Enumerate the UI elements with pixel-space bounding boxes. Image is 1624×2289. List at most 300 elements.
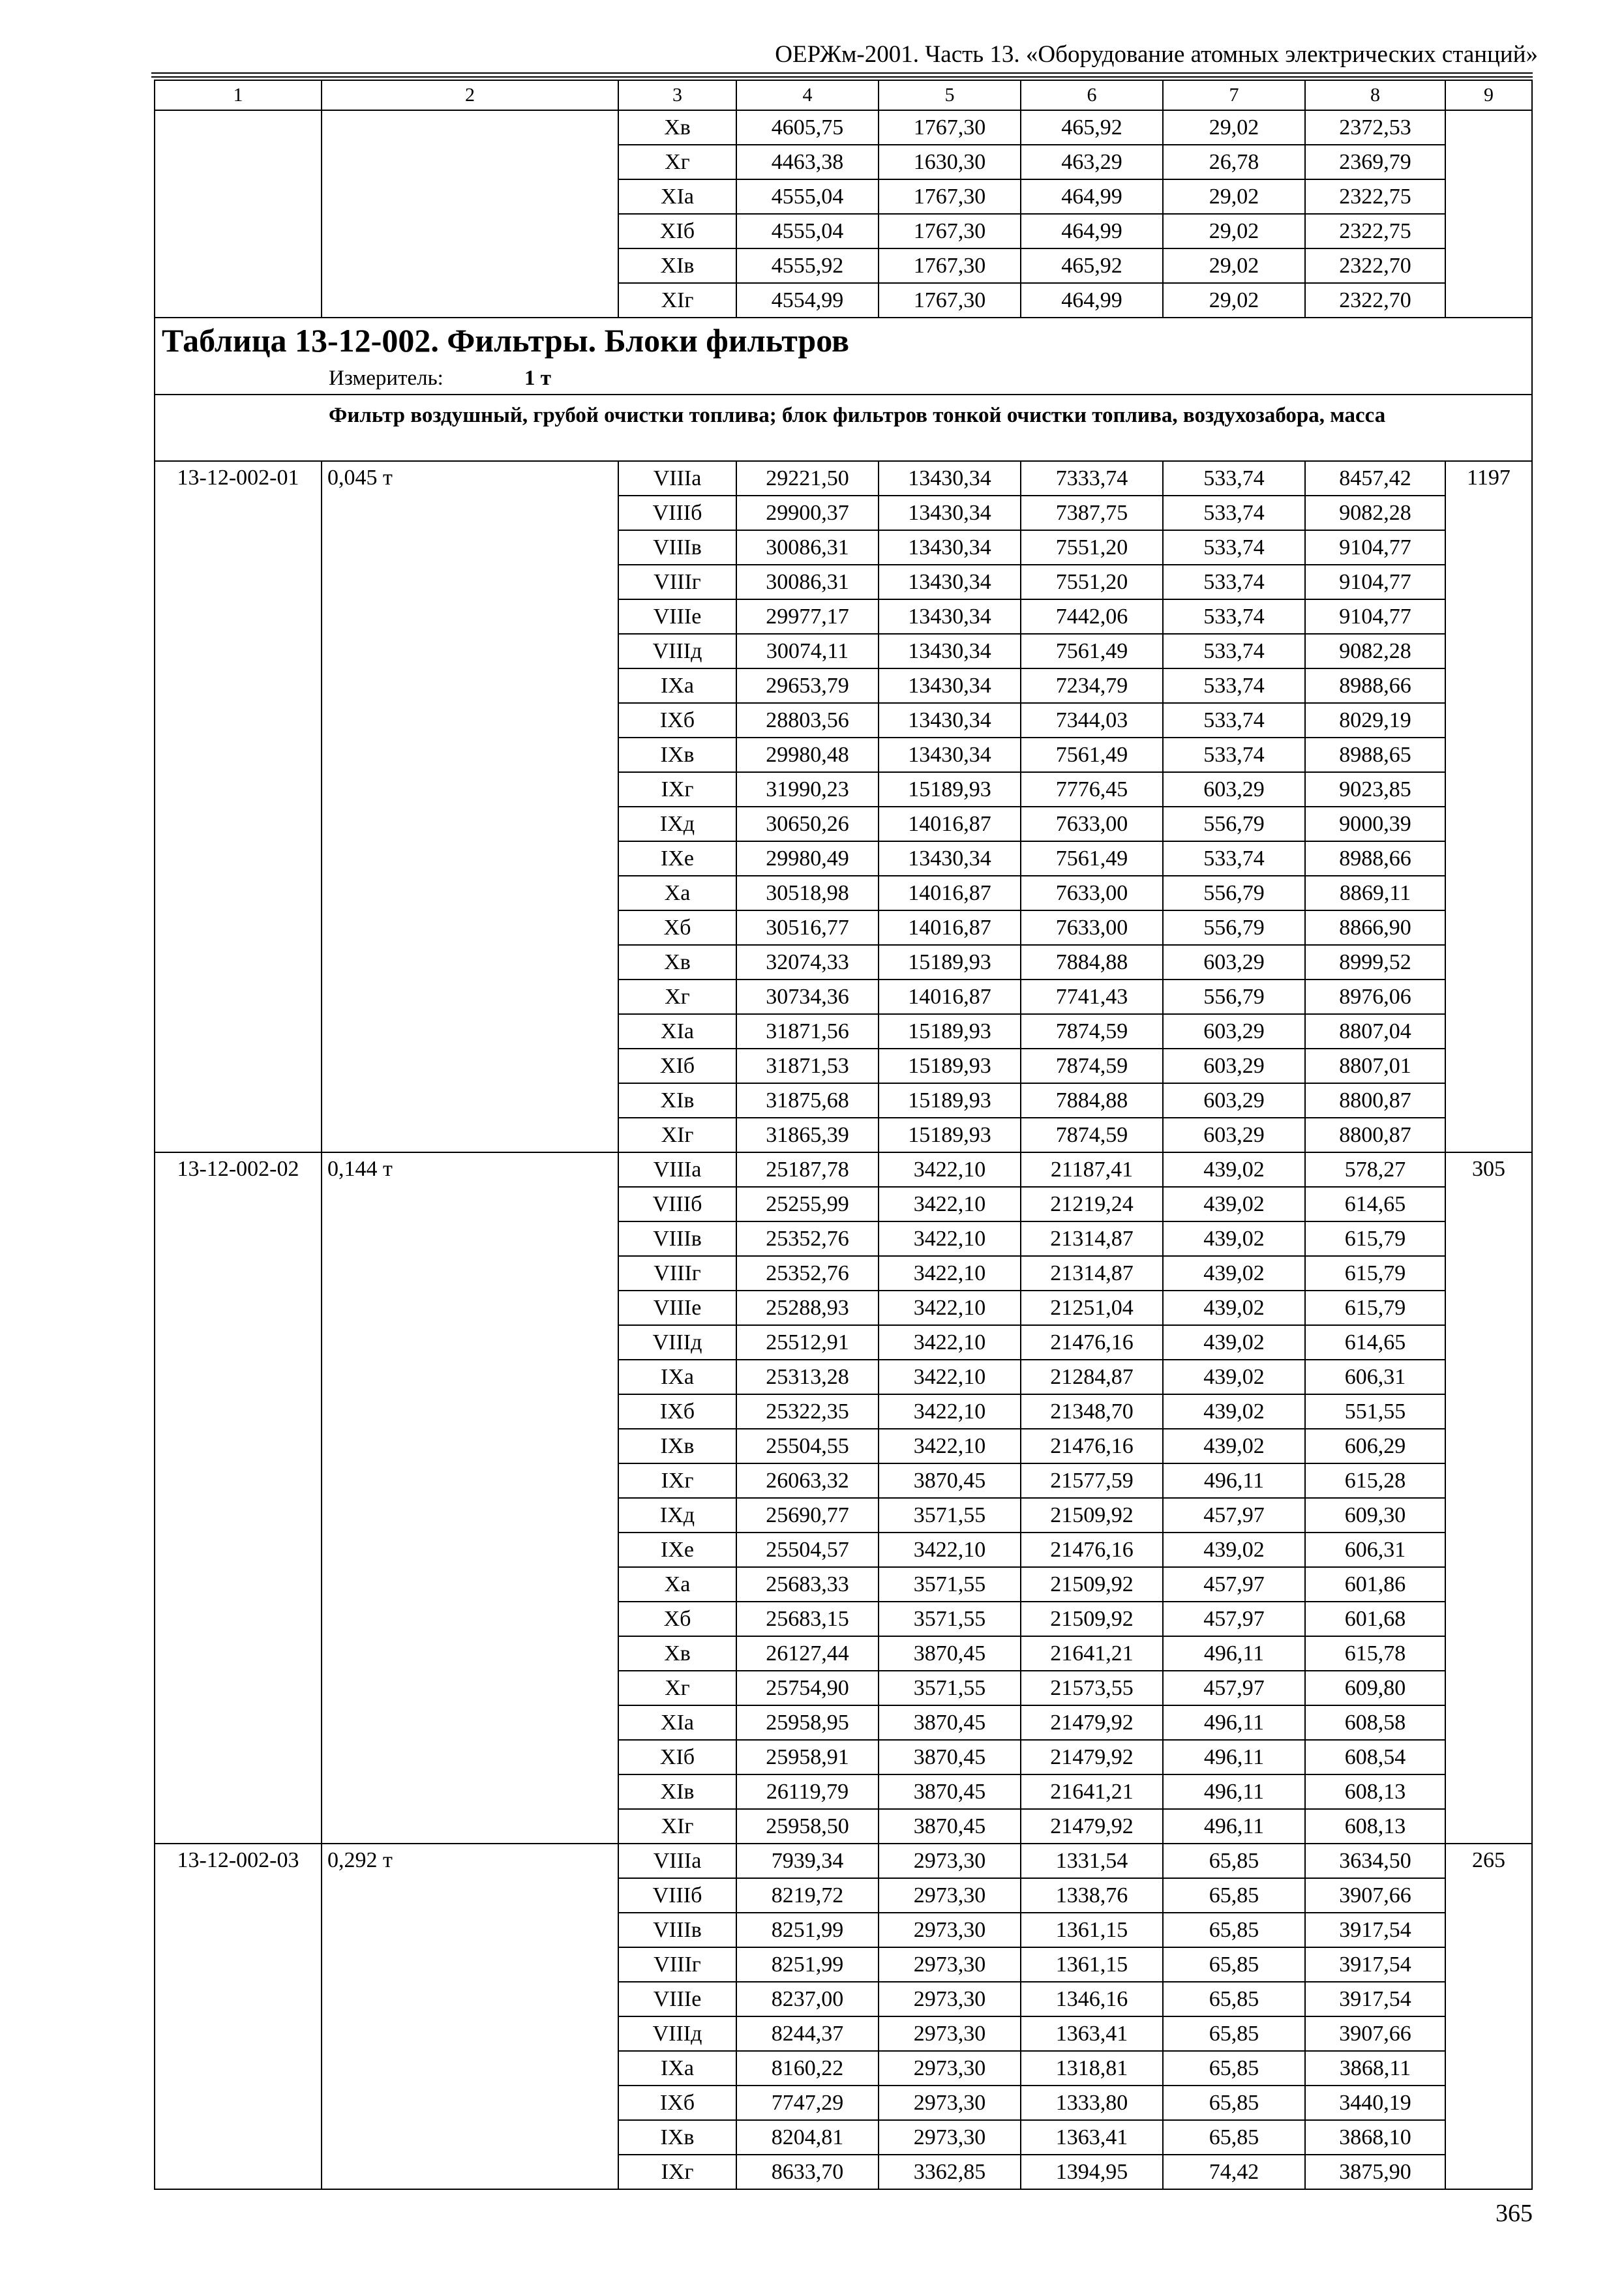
zone-cell: VIIIб xyxy=(618,496,736,530)
labor-cost-cell: 13430,34 xyxy=(879,841,1021,876)
labor-cost-cell: 3870,45 xyxy=(879,1740,1021,1774)
direct-cost-cell: 29980,49 xyxy=(736,841,879,876)
direct-cost-cell: 25255,99 xyxy=(736,1187,879,1221)
materials-cost-cell: 8988,66 xyxy=(1305,841,1445,876)
direct-cost-cell: 25504,57 xyxy=(736,1533,879,1567)
operator-wage-cell: 74,42 xyxy=(1163,2155,1305,2189)
materials-cost-cell: 615,79 xyxy=(1305,1221,1445,1256)
zone-cell: VIIIд xyxy=(618,2016,736,2051)
machine-cost-cell: 7551,20 xyxy=(1021,530,1163,565)
labor-cost-cell: 1767,30 xyxy=(879,214,1021,248)
mass-cell: 0,045 т xyxy=(322,461,618,1152)
operator-wage-cell: 65,85 xyxy=(1163,1844,1305,1878)
operator-wage-cell: 439,02 xyxy=(1163,1533,1305,1567)
price-cell: 265 xyxy=(1445,1844,1532,2189)
labor-cost-cell: 1767,30 xyxy=(879,248,1021,283)
labor-cost-cell: 3870,45 xyxy=(879,1774,1021,1809)
direct-cost-cell: 8251,99 xyxy=(736,1913,879,1947)
price-cell-continued xyxy=(1445,110,1532,318)
direct-cost-cell: 25352,76 xyxy=(736,1221,879,1256)
zone-cell: Хв xyxy=(618,110,736,145)
labor-cost-cell: 3422,10 xyxy=(879,1256,1021,1291)
labor-cost-cell: 1767,30 xyxy=(879,179,1021,214)
labor-cost-cell: 2973,30 xyxy=(879,1982,1021,2016)
zone-cell: XIв xyxy=(618,1774,736,1809)
direct-cost-cell: 7747,29 xyxy=(736,2086,879,2120)
operator-wage-cell: 556,79 xyxy=(1163,910,1305,945)
materials-cost-cell: 3440,19 xyxy=(1305,2086,1445,2120)
materials-cost-cell: 8800,87 xyxy=(1305,1083,1445,1118)
column-number-cell: 7 xyxy=(1163,80,1305,110)
zone-cell: IXб xyxy=(618,703,736,738)
direct-cost-cell: 8237,00 xyxy=(736,1982,879,2016)
zone-cell: IXд xyxy=(618,1498,736,1533)
labor-cost-cell: 13430,34 xyxy=(879,738,1021,772)
labor-cost-cell: 1630,30 xyxy=(879,145,1021,179)
zone-cell: IXв xyxy=(618,1429,736,1463)
materials-cost-cell: 608,58 xyxy=(1305,1705,1445,1740)
machine-cost-cell: 7387,75 xyxy=(1021,496,1163,530)
zone-cell: VIIIе xyxy=(618,1982,736,2016)
operator-wage-cell: 496,11 xyxy=(1163,1463,1305,1498)
operator-wage-cell: 29,02 xyxy=(1163,283,1305,318)
description-cell xyxy=(155,395,1532,461)
labor-cost-cell: 1767,30 xyxy=(879,283,1021,318)
zone-cell: Хв xyxy=(618,945,736,980)
machine-cost-cell: 7884,88 xyxy=(1021,1083,1163,1118)
materials-cost-cell: 578,27 xyxy=(1305,1152,1445,1187)
materials-cost-cell: 608,54 xyxy=(1305,1740,1445,1774)
direct-cost-cell: 4554,99 xyxy=(736,283,879,318)
direct-cost-cell: 25313,28 xyxy=(736,1360,879,1394)
labor-cost-cell: 2973,30 xyxy=(879,1844,1021,1878)
zone-cell: XIб xyxy=(618,214,736,248)
materials-cost-cell: 609,30 xyxy=(1305,1498,1445,1533)
zone-cell: IXб xyxy=(618,2086,736,2120)
machine-cost-cell: 1346,16 xyxy=(1021,1982,1163,2016)
operator-wage-cell: 603,29 xyxy=(1163,772,1305,807)
materials-cost-cell: 9104,77 xyxy=(1305,565,1445,599)
zone-cell: VIIIб xyxy=(618,1187,736,1221)
machine-cost-cell: 7442,06 xyxy=(1021,599,1163,634)
labor-cost-cell: 13430,34 xyxy=(879,530,1021,565)
labor-cost-cell: 14016,87 xyxy=(879,910,1021,945)
labor-cost-cell: 3870,45 xyxy=(879,1705,1021,1740)
labor-cost-cell: 14016,87 xyxy=(879,876,1021,910)
direct-cost-cell: 25512,91 xyxy=(736,1325,879,1360)
operator-wage-cell: 496,11 xyxy=(1163,1705,1305,1740)
direct-cost-cell: 25187,78 xyxy=(736,1152,879,1187)
direct-cost-cell: 25958,91 xyxy=(736,1740,879,1774)
direct-cost-cell: 26063,32 xyxy=(736,1463,879,1498)
zone-cell: VIIIв xyxy=(618,530,736,565)
zone-cell: IXг xyxy=(618,1463,736,1498)
materials-cost-cell: 615,79 xyxy=(1305,1291,1445,1325)
table-row xyxy=(155,1152,1532,1187)
column-number-cell: 1 xyxy=(155,80,322,110)
zone-cell: Ха xyxy=(618,876,736,910)
zone-cell: VIIIд xyxy=(618,634,736,668)
page-number: 365 xyxy=(1496,2200,1533,2227)
direct-cost-cell: 25322,35 xyxy=(736,1394,879,1429)
zone-cell: VIIIб xyxy=(618,1878,736,1913)
header-rule-bottom xyxy=(151,76,1533,78)
table-row xyxy=(155,1844,1532,1878)
operator-wage-cell: 439,02 xyxy=(1163,1187,1305,1221)
operator-wage-cell: 496,11 xyxy=(1163,1636,1305,1671)
column-number-cell: 4 xyxy=(736,80,879,110)
zone-cell: Ха xyxy=(618,1567,736,1602)
labor-cost-cell: 13430,34 xyxy=(879,634,1021,668)
labor-cost-cell: 3362,85 xyxy=(879,2155,1021,2189)
mass-cell: 0,292 т xyxy=(322,1844,618,2189)
zone-cell: XIг xyxy=(618,1809,736,1844)
materials-cost-cell: 2369,79 xyxy=(1305,145,1445,179)
labor-cost-cell: 3870,45 xyxy=(879,1636,1021,1671)
column-number-cell: 3 xyxy=(618,80,736,110)
materials-cost-cell: 8976,06 xyxy=(1305,980,1445,1014)
labor-cost-cell: 2973,30 xyxy=(879,1947,1021,1982)
zone-cell: XIв xyxy=(618,248,736,283)
operator-wage-cell: 65,85 xyxy=(1163,2120,1305,2155)
materials-cost-cell: 606,29 xyxy=(1305,1429,1445,1463)
direct-cost-cell: 25683,15 xyxy=(736,1602,879,1636)
zone-cell: IXе xyxy=(618,1533,736,1567)
direct-cost-cell: 4555,04 xyxy=(736,179,879,214)
materials-cost-cell: 615,78 xyxy=(1305,1636,1445,1671)
machine-cost-cell: 21348,70 xyxy=(1021,1394,1163,1429)
machine-cost-cell: 21479,92 xyxy=(1021,1705,1163,1740)
machine-cost-cell: 21219,24 xyxy=(1021,1187,1163,1221)
labor-cost-cell: 3870,45 xyxy=(879,1463,1021,1498)
unit-value: 1 т xyxy=(524,367,551,390)
operator-wage-cell: 533,74 xyxy=(1163,496,1305,530)
labor-cost-cell: 3571,55 xyxy=(879,1567,1021,1602)
zone-cell: VIIIа xyxy=(618,461,736,496)
operator-wage-cell: 533,74 xyxy=(1163,703,1305,738)
labor-cost-cell: 3422,10 xyxy=(879,1152,1021,1187)
operator-wage-cell: 533,74 xyxy=(1163,530,1305,565)
machine-cost-cell: 21479,92 xyxy=(1021,1740,1163,1774)
zone-cell: IXг xyxy=(618,772,736,807)
materials-cost-cell: 9023,85 xyxy=(1305,772,1445,807)
labor-cost-cell: 3571,55 xyxy=(879,1498,1021,1533)
materials-cost-cell: 614,65 xyxy=(1305,1325,1445,1360)
direct-cost-cell: 30518,98 xyxy=(736,876,879,910)
materials-cost-cell: 2322,70 xyxy=(1305,283,1445,318)
zone-cell: Хг xyxy=(618,145,736,179)
zone-cell: Хг xyxy=(618,980,736,1014)
running-header-title: ОЕРЖм-2001. Часть 13. «Оборудование атомных электрических станций» xyxy=(775,41,1538,68)
machine-cost-cell: 21187,41 xyxy=(1021,1152,1163,1187)
code-cell: 13-12-002-01 xyxy=(155,461,322,1152)
machine-cost-cell: 21577,59 xyxy=(1021,1463,1163,1498)
zone-cell: VIIIе xyxy=(618,599,736,634)
operator-wage-cell: 603,29 xyxy=(1163,1049,1305,1083)
direct-cost-cell: 31990,23 xyxy=(736,772,879,807)
direct-cost-cell: 31871,53 xyxy=(736,1049,879,1083)
direct-cost-cell: 25958,50 xyxy=(736,1809,879,1844)
zone-cell: XIв xyxy=(618,1083,736,1118)
operator-wage-cell: 439,02 xyxy=(1163,1152,1305,1187)
zone-cell: VIIIе xyxy=(618,1291,736,1325)
labor-cost-cell: 13430,34 xyxy=(879,496,1021,530)
labor-cost-cell: 2973,30 xyxy=(879,2086,1021,2120)
direct-cost-cell: 25958,95 xyxy=(736,1705,879,1740)
labor-cost-cell: 13430,34 xyxy=(879,703,1021,738)
labor-cost-cell: 1767,30 xyxy=(879,110,1021,145)
direct-cost-cell: 8204,81 xyxy=(736,2120,879,2155)
operator-wage-cell: 603,29 xyxy=(1163,1014,1305,1049)
materials-cost-cell: 8457,42 xyxy=(1305,461,1445,496)
zone-cell: IXа xyxy=(618,2051,736,2086)
zone-cell: XIа xyxy=(618,1014,736,1049)
materials-cost-cell: 3868,11 xyxy=(1305,2051,1445,2086)
machine-cost-cell: 7874,59 xyxy=(1021,1014,1163,1049)
machine-cost-cell: 7874,59 xyxy=(1021,1049,1163,1083)
operator-wage-cell: 65,85 xyxy=(1163,2051,1305,2086)
direct-cost-cell: 29980,48 xyxy=(736,738,879,772)
machine-cost-cell: 7884,88 xyxy=(1021,945,1163,980)
operator-wage-cell: 533,74 xyxy=(1163,599,1305,634)
mass-cell-continued xyxy=(322,110,618,318)
column-number-cell: 2 xyxy=(322,80,618,110)
zone-cell: XIа xyxy=(618,1705,736,1740)
machine-cost-cell: 21476,16 xyxy=(1021,1325,1163,1360)
labor-cost-cell: 15189,93 xyxy=(879,772,1021,807)
operator-wage-cell: 457,97 xyxy=(1163,1671,1305,1705)
zone-cell: IXе xyxy=(618,841,736,876)
operator-wage-cell: 533,74 xyxy=(1163,565,1305,599)
zone-cell: VIIIв xyxy=(618,1221,736,1256)
materials-cost-cell: 606,31 xyxy=(1305,1360,1445,1394)
machine-cost-cell: 21573,55 xyxy=(1021,1671,1163,1705)
direct-cost-cell: 30086,31 xyxy=(736,565,879,599)
operator-wage-cell: 533,74 xyxy=(1163,634,1305,668)
materials-cost-cell: 615,79 xyxy=(1305,1256,1445,1291)
table-title-row xyxy=(155,318,1532,363)
labor-cost-cell: 13430,34 xyxy=(879,461,1021,496)
machine-cost-cell: 21641,21 xyxy=(1021,1774,1163,1809)
direct-cost-cell: 4555,92 xyxy=(736,248,879,283)
labor-cost-cell: 3422,10 xyxy=(879,1187,1021,1221)
price-table-body xyxy=(155,80,1532,2189)
machine-cost-cell: 464,99 xyxy=(1021,214,1163,248)
operator-wage-cell: 26,78 xyxy=(1163,145,1305,179)
labor-cost-cell: 3571,55 xyxy=(879,1602,1021,1636)
operator-wage-cell: 65,85 xyxy=(1163,1982,1305,2016)
machine-cost-cell: 1333,80 xyxy=(1021,2086,1163,2120)
materials-cost-cell: 3917,54 xyxy=(1305,1982,1445,2016)
labor-cost-cell: 15189,93 xyxy=(879,1014,1021,1049)
machine-cost-cell: 7561,49 xyxy=(1021,738,1163,772)
operator-wage-cell: 603,29 xyxy=(1163,1118,1305,1152)
machine-cost-cell: 7633,00 xyxy=(1021,807,1163,841)
labor-cost-cell: 3422,10 xyxy=(879,1360,1021,1394)
direct-cost-cell: 25690,77 xyxy=(736,1498,879,1533)
operator-wage-cell: 439,02 xyxy=(1163,1221,1305,1256)
direct-cost-cell: 7939,34 xyxy=(736,1844,879,1878)
labor-cost-cell: 3422,10 xyxy=(879,1325,1021,1360)
materials-cost-cell: 9082,28 xyxy=(1305,496,1445,530)
direct-cost-cell: 25504,55 xyxy=(736,1429,879,1463)
operator-wage-cell: 556,79 xyxy=(1163,980,1305,1014)
zone-cell: XIа xyxy=(618,179,736,214)
zone-cell: Хб xyxy=(618,1602,736,1636)
operator-wage-cell: 533,74 xyxy=(1163,841,1305,876)
operator-wage-cell: 439,02 xyxy=(1163,1394,1305,1429)
materials-cost-cell: 3907,66 xyxy=(1305,2016,1445,2051)
zone-cell: IXд xyxy=(618,807,736,841)
direct-cost-cell: 8219,72 xyxy=(736,1878,879,1913)
machine-cost-cell: 7561,49 xyxy=(1021,634,1163,668)
machine-cost-cell: 7633,00 xyxy=(1021,910,1163,945)
labor-cost-cell: 15189,93 xyxy=(879,945,1021,980)
materials-cost-cell: 3868,10 xyxy=(1305,2120,1445,2155)
operator-wage-cell: 533,74 xyxy=(1163,461,1305,496)
zone-cell: XIб xyxy=(618,1049,736,1083)
operator-wage-cell: 457,97 xyxy=(1163,1498,1305,1533)
operator-wage-cell: 439,02 xyxy=(1163,1291,1305,1325)
labor-cost-cell: 2973,30 xyxy=(879,2051,1021,2086)
zone-cell: VIIIа xyxy=(618,1844,736,1878)
direct-cost-cell: 30650,26 xyxy=(736,807,879,841)
operator-wage-cell: 457,97 xyxy=(1163,1602,1305,1636)
machine-cost-cell: 21314,87 xyxy=(1021,1256,1163,1291)
table-row xyxy=(155,461,1532,496)
materials-cost-cell: 3917,54 xyxy=(1305,1947,1445,1982)
machine-cost-cell: 21251,04 xyxy=(1021,1291,1163,1325)
operator-wage-cell: 29,02 xyxy=(1163,179,1305,214)
table-row xyxy=(155,110,1532,145)
column-number-cell: 6 xyxy=(1021,80,1163,110)
direct-cost-cell: 30086,31 xyxy=(736,530,879,565)
materials-cost-cell: 8807,04 xyxy=(1305,1014,1445,1049)
zone-cell: VIIIв xyxy=(618,1913,736,1947)
labor-cost-cell: 13430,34 xyxy=(879,668,1021,703)
materials-cost-cell: 3917,54 xyxy=(1305,1913,1445,1947)
materials-cost-cell: 3634,50 xyxy=(1305,1844,1445,1878)
direct-cost-cell: 4555,04 xyxy=(736,214,879,248)
direct-cost-cell: 31871,56 xyxy=(736,1014,879,1049)
materials-cost-cell: 8807,01 xyxy=(1305,1049,1445,1083)
machine-cost-cell: 465,92 xyxy=(1021,110,1163,145)
machine-cost-cell: 464,99 xyxy=(1021,179,1163,214)
labor-cost-cell: 2973,30 xyxy=(879,2120,1021,2155)
description-row xyxy=(155,395,1532,461)
machine-cost-cell: 1361,15 xyxy=(1021,1947,1163,1982)
labor-cost-cell: 15189,93 xyxy=(879,1118,1021,1152)
machine-cost-cell: 1394,95 xyxy=(1021,2155,1163,2189)
operator-wage-cell: 496,11 xyxy=(1163,1809,1305,1844)
materials-cost-cell: 606,31 xyxy=(1305,1533,1445,1567)
operator-wage-cell: 457,97 xyxy=(1163,1567,1305,1602)
machine-cost-cell: 465,92 xyxy=(1021,248,1163,283)
labor-cost-cell: 3422,10 xyxy=(879,1394,1021,1429)
materials-cost-cell: 2372,53 xyxy=(1305,110,1445,145)
materials-cost-cell: 9000,39 xyxy=(1305,807,1445,841)
machine-cost-cell: 7741,43 xyxy=(1021,980,1163,1014)
zone-cell: IXб xyxy=(618,1394,736,1429)
labor-cost-cell: 14016,87 xyxy=(879,807,1021,841)
machine-cost-cell: 1331,54 xyxy=(1021,1844,1163,1878)
labor-cost-cell: 15189,93 xyxy=(879,1083,1021,1118)
direct-cost-cell: 31865,39 xyxy=(736,1118,879,1152)
materials-cost-cell: 614,65 xyxy=(1305,1187,1445,1221)
machine-cost-cell: 1318,81 xyxy=(1021,2051,1163,2086)
direct-cost-cell: 28803,56 xyxy=(736,703,879,738)
materials-cost-cell: 8999,52 xyxy=(1305,945,1445,980)
machine-cost-cell: 7874,59 xyxy=(1021,1118,1163,1152)
materials-cost-cell: 3875,90 xyxy=(1305,2155,1445,2189)
machine-cost-cell: 7633,00 xyxy=(1021,876,1163,910)
direct-cost-cell: 29900,37 xyxy=(736,496,879,530)
machine-cost-cell: 7551,20 xyxy=(1021,565,1163,599)
zone-cell: VIIIд xyxy=(618,1325,736,1360)
zone-cell: XIб xyxy=(618,1740,736,1774)
zone-cell: Хв xyxy=(618,1636,736,1671)
operator-wage-cell: 439,02 xyxy=(1163,1256,1305,1291)
machine-cost-cell: 7561,49 xyxy=(1021,841,1163,876)
zone-cell: IXа xyxy=(618,1360,736,1394)
direct-cost-cell: 26119,79 xyxy=(736,1774,879,1809)
materials-cost-cell: 609,80 xyxy=(1305,1671,1445,1705)
labor-cost-cell: 2973,30 xyxy=(879,2016,1021,2051)
machine-cost-cell: 21509,92 xyxy=(1021,1567,1163,1602)
materials-cost-cell: 608,13 xyxy=(1305,1809,1445,1844)
machine-cost-cell: 1361,15 xyxy=(1021,1913,1163,1947)
direct-cost-cell: 29221,50 xyxy=(736,461,879,496)
direct-cost-cell: 4605,75 xyxy=(736,110,879,145)
materials-cost-cell: 2322,75 xyxy=(1305,179,1445,214)
machine-cost-cell: 1363,41 xyxy=(1021,2120,1163,2155)
zone-cell: XIг xyxy=(618,283,736,318)
machine-cost-cell: 21476,16 xyxy=(1021,1429,1163,1463)
operator-wage-cell: 29,02 xyxy=(1163,110,1305,145)
labor-cost-cell: 2973,30 xyxy=(879,1913,1021,1947)
zone-cell: Хг xyxy=(618,1671,736,1705)
materials-cost-cell: 9104,77 xyxy=(1305,530,1445,565)
labor-cost-cell: 3422,10 xyxy=(879,1221,1021,1256)
unit-row xyxy=(155,363,1532,395)
materials-cost-cell: 8988,66 xyxy=(1305,668,1445,703)
machine-cost-cell: 1363,41 xyxy=(1021,2016,1163,2051)
labor-cost-cell: 3422,10 xyxy=(879,1533,1021,1567)
zone-cell: VIIIг xyxy=(618,1256,736,1291)
direct-cost-cell: 30516,77 xyxy=(736,910,879,945)
operator-wage-cell: 65,85 xyxy=(1163,1913,1305,1947)
direct-cost-cell: 30734,36 xyxy=(736,980,879,1014)
machine-cost-cell: 463,29 xyxy=(1021,145,1163,179)
zone-cell: VIIIг xyxy=(618,1947,736,1982)
direct-cost-cell: 25754,90 xyxy=(736,1671,879,1705)
direct-cost-cell: 25683,33 xyxy=(736,1567,879,1602)
labor-cost-cell: 13430,34 xyxy=(879,599,1021,634)
zone-cell: VIIIа xyxy=(618,1152,736,1187)
operator-wage-cell: 533,74 xyxy=(1163,738,1305,772)
operator-wage-cell: 556,79 xyxy=(1163,876,1305,910)
direct-cost-cell: 26127,44 xyxy=(736,1636,879,1671)
direct-cost-cell: 30074,11 xyxy=(736,634,879,668)
zone-cell: VIIIг xyxy=(618,565,736,599)
labor-cost-cell: 3870,45 xyxy=(879,1809,1021,1844)
zone-cell: XIг xyxy=(618,1118,736,1152)
operator-wage-cell: 533,74 xyxy=(1163,668,1305,703)
direct-cost-cell: 25288,93 xyxy=(736,1291,879,1325)
column-number-cell: 8 xyxy=(1305,80,1445,110)
zone-cell: IXг xyxy=(618,2155,736,2189)
price-cell: 305 xyxy=(1445,1152,1532,1844)
